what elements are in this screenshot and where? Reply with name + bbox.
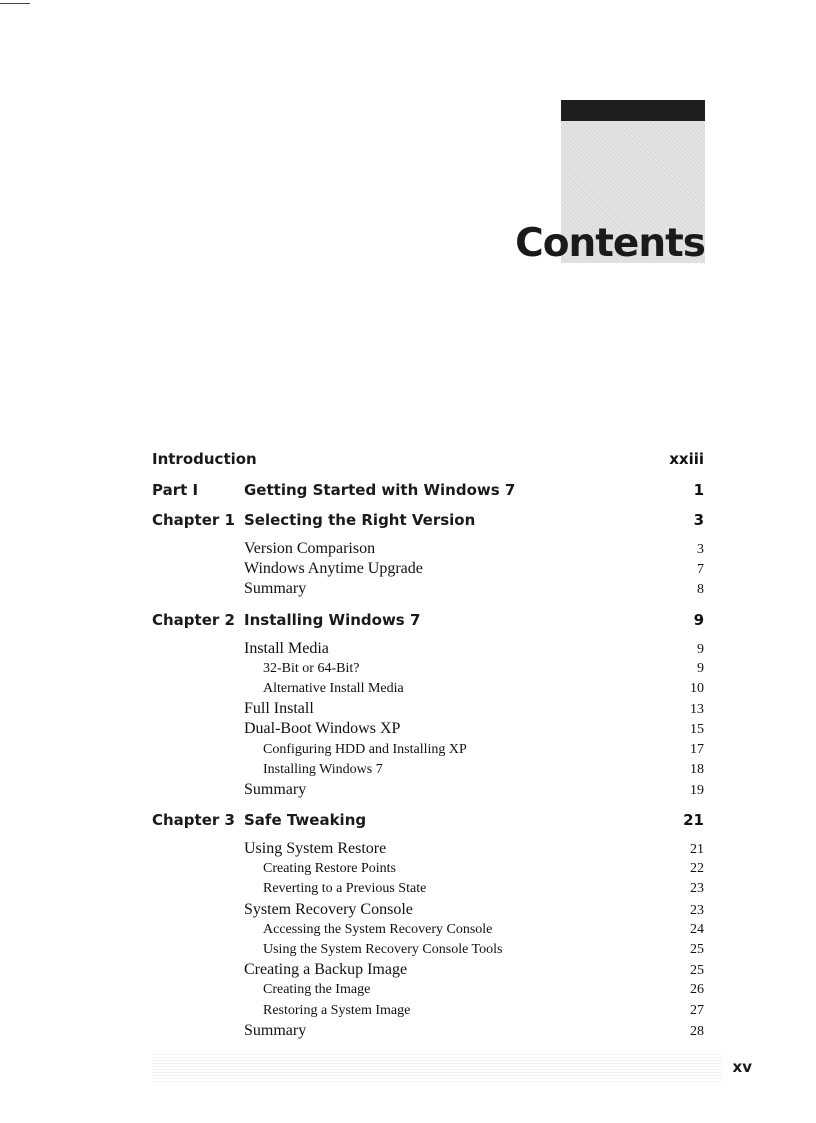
toc-entry-page: 3 [697,542,704,557]
toc-subentry-title: Creating the Image [263,982,371,998]
toc-entry-title: Summary [244,580,307,598]
toc-subentry-page: 25 [690,942,704,957]
table-of-contents [152,448,704,1041]
toc-subentry-page: 22 [690,861,704,877]
toc-entry-title: Creating a Backup Image [244,961,408,979]
toc-part-1[interactable] [152,479,704,509]
toc-entry-title: Summary [244,1021,307,1039]
toc-entry-page: 9 [697,641,704,657]
toc-subentry-title: Creating Restore Points [263,861,396,877]
toc-entry[interactable] [152,839,704,859]
toc-subentry-page: 27 [690,1002,704,1018]
toc-chapter-heading[interactable] [152,809,704,839]
toc-subentry[interactable] [152,940,704,960]
header-bar [561,100,705,121]
toc-entry[interactable] [152,699,704,719]
toc-entry-title: Windows Anytime Upgrade [244,560,423,578]
toc-subentry-title: Configuring HDD and Installing XP [263,741,467,757]
toc-subentry-page: 17 [690,741,704,757]
toc-entry[interactable] [152,639,704,659]
toc-chapter-label: Chapter 3 [152,811,235,830]
toc-entry-page: 7 [697,562,704,578]
toc-subentry-page: 9 [697,660,704,676]
toc-subentry-title: Using the System Recovery Console Tools [263,942,503,957]
toc-entry[interactable] [152,960,704,980]
toc-introduction-page: xxiii [669,450,704,468]
toc-subentry-title: Alternative Install Media [263,680,404,696]
toc-entry[interactable] [152,780,704,800]
toc-subentry-page: 26 [690,982,704,998]
toc-subentry-title: Accessing the System Recovery Console [263,921,493,937]
toc-entry-page: 25 [690,963,704,979]
toc-chapter-2 [152,609,704,801]
toc-entry-title: Install Media [244,639,329,657]
toc-introduction-label: Introduction [152,450,257,468]
toc-subentry-page: 23 [690,881,704,897]
toc-subentry[interactable] [152,1001,704,1021]
toc-subentry[interactable] [152,679,704,699]
toc-entry[interactable] [152,1021,704,1041]
toc-subentry[interactable] [152,859,704,879]
toc-entry[interactable] [152,719,704,739]
toc-subentry[interactable] [152,740,704,760]
toc-part-label: Part I [152,481,199,499]
top-rule [0,3,30,4]
toc-entry-title: Using System Restore [244,840,387,858]
toc-chapter-label: Chapter 2 [152,610,235,629]
toc-subentry-title: 32-Bit or 64-Bit? [263,660,360,676]
toc-entry-page: 8 [697,582,704,598]
toc-entry[interactable] [152,900,704,920]
footer-stripe [152,1054,722,1082]
toc-chapter-3 [152,809,704,1041]
toc-entry-title: Version Comparison [244,540,376,557]
toc-subentry[interactable] [152,879,704,899]
toc-chapter-title: Installing Windows 7 [244,610,421,629]
toc-chapter-heading[interactable] [152,509,704,539]
toc-subentry-title: Installing Windows 7 [263,761,383,777]
toc-chapter-1 [152,509,704,600]
toc-entry[interactable] [152,539,704,559]
toc-entry-title: Summary [244,780,307,798]
toc-entry-page: 15 [690,722,704,738]
toc-chapter-label: Chapter 1 [152,511,235,529]
page-title: Contents [515,221,705,266]
toc-subentry-page: 10 [690,680,704,696]
toc-entry-page: 23 [690,902,704,918]
toc-subentry-title: Reverting to a Previous State [263,881,427,897]
toc-entry[interactable] [152,559,704,579]
page-number: xv [732,1058,752,1076]
toc-subentry[interactable] [152,980,704,1000]
toc-subentry[interactable] [152,760,704,780]
toc-entry-title: System Recovery Console [244,900,413,918]
toc-chapter-page: 21 [683,811,704,830]
toc-part-title: Getting Started with Windows 7 [244,481,516,499]
toc-entry-page: 13 [690,702,704,718]
toc-entry-page: 21 [690,842,704,858]
toc-entry-page: 19 [690,782,704,798]
page-footer [152,1054,752,1082]
toc-subentry-title: Restoring a System Image [263,1002,411,1018]
toc-entry-page: 28 [690,1023,704,1039]
toc-entry-title: Full Install [244,700,314,718]
toc-subentry[interactable] [152,659,704,679]
toc-entry[interactable] [152,579,704,599]
toc-subentry-page: 18 [690,761,704,777]
toc-chapter-page: 3 [693,511,704,529]
toc-introduction[interactable] [152,448,704,479]
toc-chapter-page: 9 [693,610,704,629]
toc-part-page: 1 [693,481,704,499]
toc-subentry-page: 24 [690,921,704,937]
toc-chapter-title: Selecting the Right Version [244,511,476,529]
toc-chapter-heading[interactable] [152,609,704,639]
toc-entry-title: Dual-Boot Windows XP [244,720,401,738]
toc-chapter-title: Safe Tweaking [244,811,367,830]
toc-subentry[interactable] [152,920,704,940]
